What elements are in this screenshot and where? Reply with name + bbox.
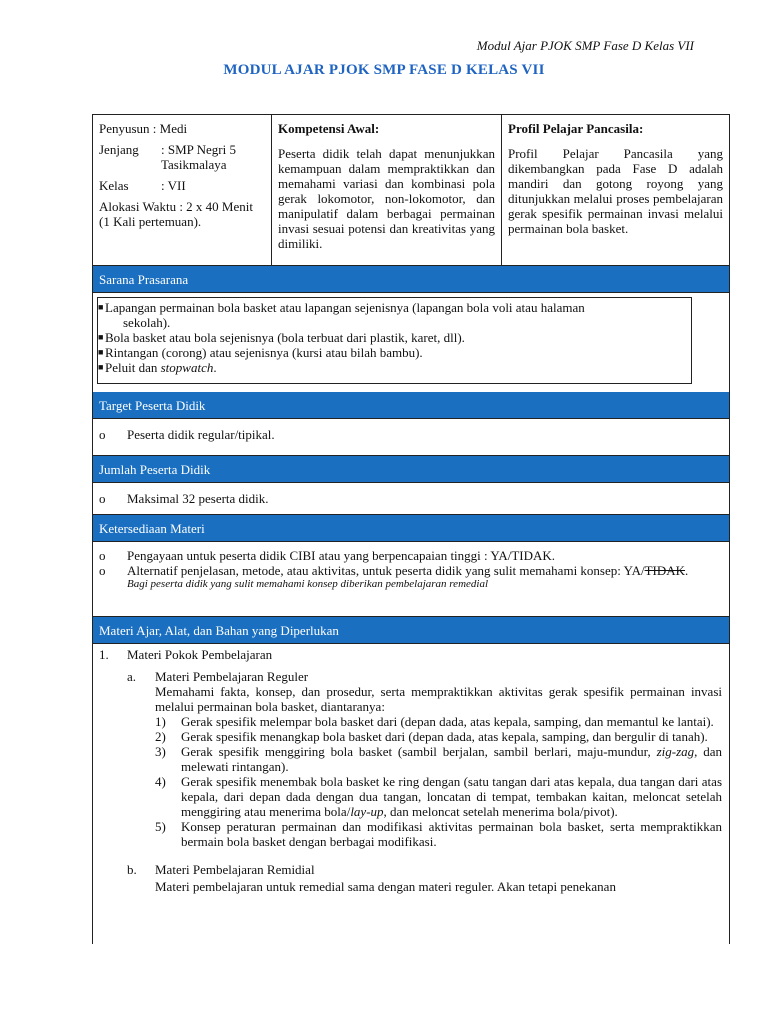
teaching-materials-body [93,644,729,894]
identity-cell [93,115,272,265]
list-item: 3) Gerak spesifik menggiring bola basket (sambil berjalan, sambil berlari, maju-mundur, zig-zag, dan melewati rintangan). [155,744,722,774]
list-item: 1) Gerak spesifik melempar bola basket dari (depan dada, atas kepala, samping, dan memantul ke lantai). [155,714,714,729]
remedial-note: Bagi peserta didik yang sulit memahami konsep diberikan pembelajaran remedial [127,578,489,590]
bullet-icon: ■ [98,302,104,312]
regular-description: Memahami fakta, konsep, dan prosedur, serta mempraktikkan aktivitas gerak spesifik permainan invasi melalui permainan bola basket, diantaranya: [155,684,722,714]
list-item: 1. Materi Pokok Pembelajaran [99,647,273,662]
bullet-icon: ■ [98,362,104,372]
list-item: 4) Gerak spesifik menembak bola basket ke ring dengan (satu tangan dari atas kepala, dua tangan dari atas kepala, dari depan dada dengan dua tangan, loncatan di tempat, tembakan kaitan, meloncat setelah menggiring atau menerima bola/lay-up, dan meloncat setelah menerima bola/pivot). [155,774,722,819]
level-field [99,142,265,172]
section-student-count: Jumlah Peserta Didik [93,456,729,483]
class-field [99,178,265,193]
sub-heading-remedial: b. Materi Pembelajaran Remidial [127,862,315,877]
list-item: o Alternatif penjelasan, metode, atau aktivitas, untuk peserta didik yang sulit memahami konsep: YA/TIDAK. [99,563,689,578]
bullet-icon: ■ [98,332,104,342]
initial-competence-heading: Kompetensi Awal: [278,121,380,136]
list-item: o Pengayaan untuk peserta didik CIBI atau yang berpencapaian tinggi : YA/TIDAK. [99,548,556,563]
list-item: 5) Konsep peraturan permainan dan modifikasi aktivitas permainan bola basket, serta mempraktikkan bermain bola basket dengan berbagai modifikasi. [155,819,722,849]
module-table [92,114,730,944]
initial-competence-cell [272,115,502,265]
info-row [93,115,729,266]
document-title: MODUL AJAR PJOK SMP FASE D KELAS VII [223,62,545,78]
class-value: : VII [161,178,186,193]
pancasila-profile-heading: Profil Pelajar Pancasila: [508,121,644,136]
list-item: ■ Bola basket atau bola sejenisnya (bola terbuat dari plastik, karet, dll). [98,330,465,345]
pancasila-profile-text: Profil Pelajar Pancasila yang dikembangkan pada Fase D adalah mandiri dan gotong royong yang ditunjukkan melalui proses pembelajaran gerak spesifik permainan invasi melalui permainan bola basket. [508,146,723,236]
list-item: 2) Gerak spesifik menangkap bola basket dari (depan dada, atas kepala, samping, dan bergulir di tanah). [155,729,708,744]
section-target-students: Target Peserta Didik [93,392,729,419]
running-header: Modul Ajar PJOK SMP Fase D Kelas VII [476,38,694,53]
list-item: ■ Peluit dan stopwatch. [98,360,217,375]
sub-heading-regular: a. Materi Pembelajaran Reguler [127,669,309,684]
pancasila-profile-cell [502,115,729,265]
section-material-availability: Ketersediaan Materi [93,515,729,542]
list-item: ■ Rintangan (corong) atau sejenisnya (kursi atau bilah bambu). [98,345,423,360]
author: Penyusun : Medi [99,121,188,136]
bullet-icon: ■ [98,347,104,357]
level-label: Jenjang [99,142,139,157]
time-allocation: Alokasi Waktu : 2 x 40 Menit (1 Kali pertemuan). [99,199,253,229]
level-value: : SMP Negri 5 Tasikmalaya [161,142,236,172]
list-item: o Maksimal 32 peserta didik. [99,491,269,506]
remedial-description: Materi pembelajaran untuk remedial sama dengan materi reguler. Akan tetapi penekanan [155,879,616,894]
list-item: o Peserta didik regular/tipikal. [99,427,275,442]
student-count-body [93,483,729,515]
list-item-continuation: sekolah). [123,315,171,330]
class-label: Kelas [99,178,129,193]
material-availability-body [93,542,729,617]
initial-competence-text: Peserta didik telah dapat menunjukkan kemampuan dalam mempraktikkan dan memahami variasi dan kombinasi pola gerak lokomotor, non-lokomotor, dan manipulatif dalam berbagai permainan invasi sesuai potensi dan kreativitas yang dimiliki. [278,146,495,251]
target-students-body [93,419,729,456]
facilities-list [97,297,692,384]
facilities-body [93,297,729,392]
section-facilities: Sarana Prasarana [93,266,729,293]
list-item: ■ Lapangan permainan bola basket atau lapangan sejenisnya (lapangan bola voli atau halaman [98,300,585,315]
section-teaching-materials: Materi Ajar, Alat, dan Bahan yang Diperlukan [93,617,729,644]
